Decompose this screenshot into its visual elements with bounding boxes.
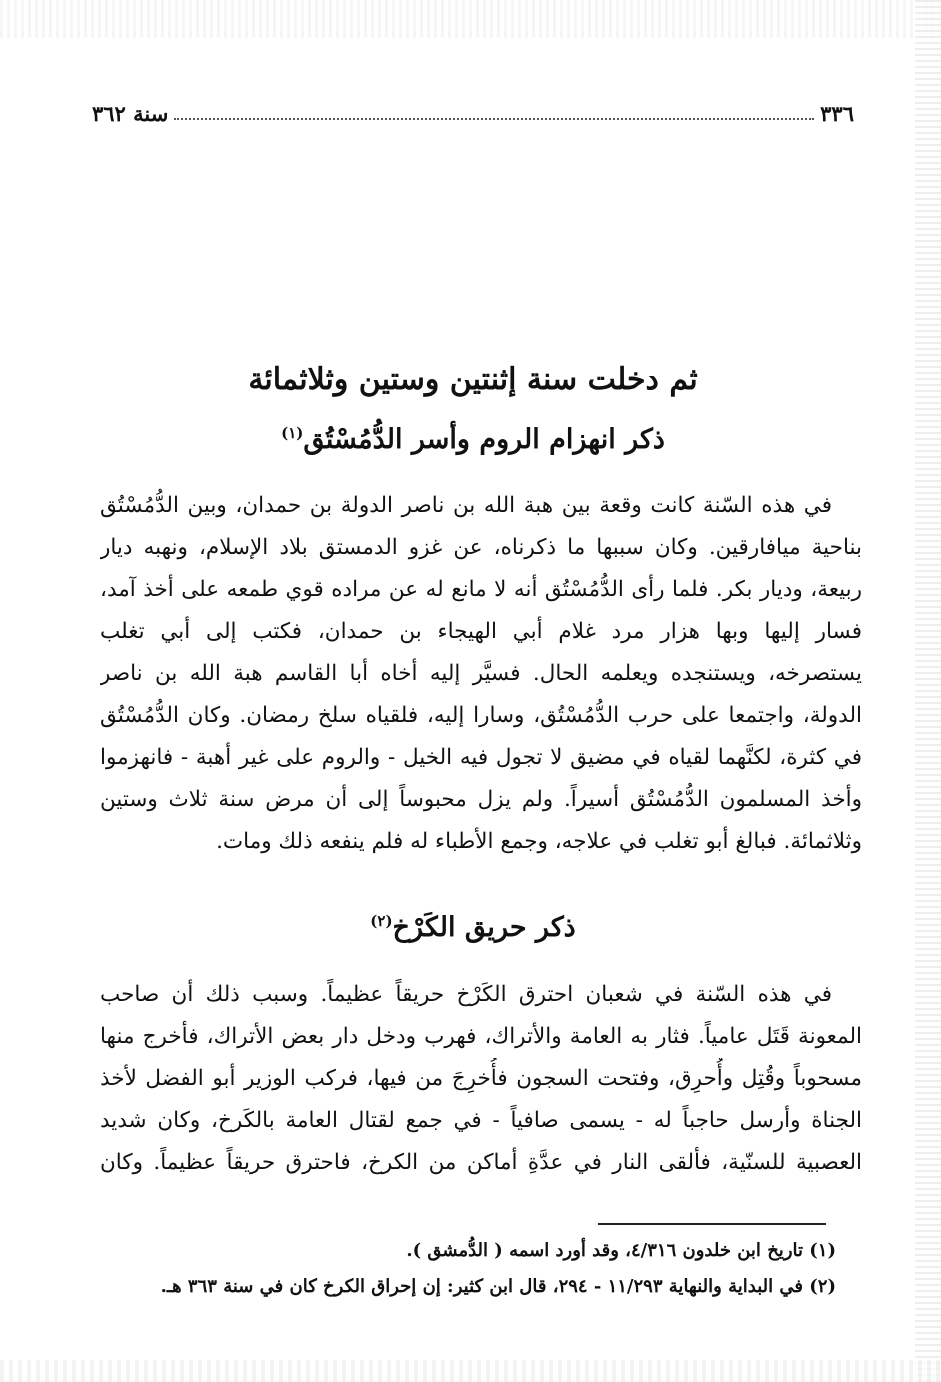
text-line: وأخذ المسلمون الدُّمُسْتُق أسيراً. ولم يزل محبوساً إلى أن مرض سنة ثلاث وستين [100,787,862,812]
paragraph-2 [100,974,862,1184]
text-line: وثلاثمائة. فبالغ أبو تغلب في علاجه، وجمع الأطباء له فلم ينفعه ذلك ومات. [216,829,862,854]
text-line: مسحوباً وقُتِل وأُحرِق، وفتحت السجون فأُخرِجَ من فيها، فركب الوزير أبو الفضل لأخذ [100,1066,862,1091]
text-line: يستصرخه، ويستنجده ويعلمه الحال. فسيَّر إليه أخاه أبا القاسم هبة الله بن ناصر [100,661,862,686]
text-line: بناحية ميافارقين. وكان سببها ما ذكرناه، عن غزو الدمستق بلاد الإسلام، ونهبه ديار [100,535,862,560]
text-line: ربيعة، وديار بكر. فلما رأى الدُّمُسْتُق أنه لا مانع له عن مراده قوي طمعه على أخذ آمد، [100,577,862,602]
footnote-ref-2: (٢) [370,912,393,930]
text-line: الجناة وأرسل حاجباً له - يسمى صافياً - في جمع لقتال العامة بالكَرخ، وكان شديد [100,1108,862,1133]
text-line: في هذه السّنة كانت وقعة بين هبة الله بن ناصر الدولة بن حمدان، وبين الدُّمُسْتُق [100,493,832,518]
text-line: الدولة، واجتمعا على حرب الدُّمُسْتُق، وسارا إليه، فلقياه سلخ رمضان. وكان الدُّمُسْتُق [100,703,862,728]
footnote-1: (١) تاريخ ابن خلدون ٤/٣١٦، وقد أورد اسمه ( الدُّمشق ). [406,1240,836,1261]
year-heading: ثم دخلت سنة إثنتين وستين وثلاثمائة [248,362,698,397]
section-title-1: ذكر انهزام الروم وأسر الدُّمُسْتُق [303,424,665,455]
section-title-2: ذكر حريق الكَرْخ [392,912,576,943]
page-number: ٣٣٦ [820,100,854,126]
paragraph-1 [100,485,862,863]
text-line: في هذه السّنة في شعبان احترق الكَرْخ حريقاً عظيماً. وسبب ذلك أن صاحب [100,982,832,1007]
footnote-rule [598,1223,826,1225]
running-head [92,98,854,128]
text-line: المعونة قَتَل عامياً. فثار به العامة والأتراك، فهرب ودخل دار بعض الأتراك، فأخرج منها [100,1024,862,1049]
footnote-ref-1: (١) [281,424,304,442]
dotted-leader [174,106,814,120]
text-line: في كثرة، لكنَّهما لقياه في مضيق لا تجول فيه الخيل - والروم على غير أهبة - فانهزموا [100,745,862,770]
section-heading-1 [92,424,854,455]
scan-edge-right [915,0,941,1382]
running-title: سنة ٣٦٢ [92,100,169,126]
scan-edge-bottom [0,1360,941,1382]
scan-edge-top [0,0,941,38]
text-line: العصبية للسنّية، فألقى النار في عدَّةِ أماكن من الكرخ، فاحترق حريقاً عظيماً. وكان [100,1150,862,1175]
section-heading-2 [92,912,854,943]
text-line: فسار إليها وبها هزار مرد غلام أبي الهيجاء بن حمدان، فكتب إلى أبي تغلب [100,619,862,644]
footnote-2: (٢) في البداية والنهاية ١١/٢٩٣ - ٢٩٤، قال ابن كثير: إن إحراق الكرخ كان في سنة ٣٦٣ هـ. [160,1276,836,1297]
